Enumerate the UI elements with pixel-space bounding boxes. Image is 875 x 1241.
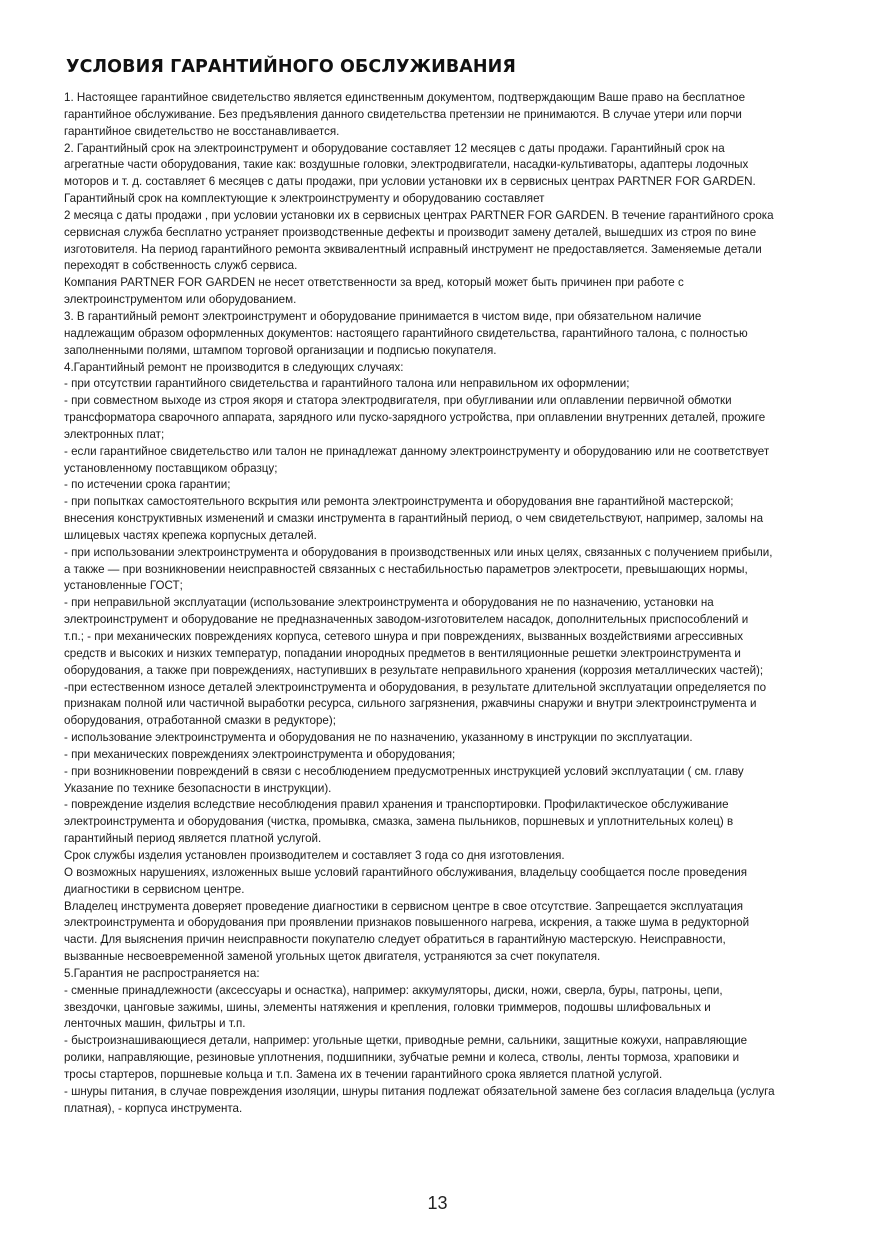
text-line: 2 месяца с даты продажи , при условии установки их в сервисных центрах PARTNER FOR GARDEN. В течение гарантийного срока <box>64 208 774 222</box>
text-line: 1. Настоящее гарантийное свидетельство является единственным документом, подтверждающим Ваше право на бесплатное <box>64 91 746 104</box>
text-line: 4.Гарантийный ремонт не производится в следующих случаях: <box>64 360 404 374</box>
text-line: сервисная служба бесплатно устраняет производственные дефекты и производит замену деталей, вышедших из строя по вине <box>64 225 757 239</box>
text-line: Указание по технике безопасности в инструкции). <box>64 781 332 795</box>
text-line: признакам полной или частичной выработки ресурса, сильного загрязнения, ржавчины снаружи и внутри электроинструмента и <box>64 697 757 711</box>
text-line: т.п.; - при механических повреждениях корпуса, сетевого шнура и при повреждениях, вызванных воздействиями агрессивных <box>64 630 744 643</box>
text-line: - при механических повреждениях электроинструмента и оборудования; <box>64 747 456 761</box>
text-line: агрегатные части оборудования, такие как: воздушные головки, электродвигатели, насадки-культиваторы, адаптеры лодочных <box>64 158 749 172</box>
text-line: - при возникновении повреждений в связи с несоблюдением предусмотренных инструкцией условий эксплуатации ( см. главу <box>64 764 744 778</box>
text-line: О возможных нарушениях, изложенных выше условий гарантийного обслуживания, владельцу сообщается после проведения <box>64 865 747 879</box>
text-line: оборудования, отработанной смазки в редукторе); <box>64 714 336 728</box>
text-line: Срок службы изделия установлен производителем и составляет 3 года со дня изготовления. <box>64 848 565 862</box>
text-line: электроинструмента и оборудования при проявлении признаков повышенного нагрева, искрения, а также шума в редукторной <box>64 916 750 930</box>
text-line: - при использовании электроинструмента и оборудования в производственных или иных целях, связанных с получением прибыли, <box>64 545 773 559</box>
text-line: переходят в собственность служб сервиса. <box>64 259 298 273</box>
text-line: электроинструмент и оборудование не предназначенных заводом-изготовителем насадок, дополнительных приспособлений и <box>64 613 749 627</box>
text-line: ролики, направляющие, резиновые уплотнения, подшипники, зубчатые ремни и колеса, стволы, ленты тормоза, храповики и <box>64 1051 740 1065</box>
text-line: гарантийный период является платной услугой. <box>64 832 322 846</box>
text-line: электроинструмента и оборудования (чистка, промывка, смазка, замена пыльников, поршневых и уплотнительных колец) в <box>64 815 734 829</box>
text-line: заполненными полями, штампом торговой организации и подписью покупателя. <box>64 343 497 357</box>
text-line: моторов и т. д. составляет 6 месяцев с даты продажи, при условии установки их в сервисных центрах PARTNER FOR GARDEN. <box>64 175 756 189</box>
text-line: Владелец инструмента доверяет проведение диагностики в сервисном центре в свое отсутствие. Запрещается эксплуатация <box>64 899 744 913</box>
text-line: диагностики в сервисном центре. <box>64 882 245 896</box>
text-line: - при отсутствии гарантийного свидетельства и гарантийного талона или неправильном их оформлении; <box>64 377 630 391</box>
text-line: - использование электроинструмента и оборудования не по назначению, указанному в инструкции по эксплуатации. <box>64 731 693 745</box>
text-line: - быстроизнашивающиеся детали, например: угольные щетки, приводные ремни, сальники, защитные кожухи, направляющие <box>64 1034 748 1048</box>
text-line: 3. В гарантийный ремонт электроинструмент и оборудование принимается в чистом виде, при обязательном наличие <box>64 309 702 323</box>
text-line: 2. Гарантийный срок на электроинструмент и оборудование составляет 12 месяцев с даты продажи. Гарантийный срок на <box>64 141 725 155</box>
text-line: части. Для выяснения причин неисправности покупателю следует обратиться в гарантийную мастерскую. Неисправности, <box>64 933 726 947</box>
text-line: тросы стартеров, поршневые кольца и т.п. Замена их в течении гарантийного срока является платной услугой. <box>64 1067 663 1081</box>
page-title: УСЛОВИЯ ГАРАНТИЙНОГО ОБСЛУЖИВАНИЯ <box>66 57 516 77</box>
text-line: Гарантийный срок на комплектующие к электроинструменту и оборудованию составляет <box>64 192 545 206</box>
text-line: ленточных машин, фильтры и т.п. <box>64 1017 246 1031</box>
text-line: электроинструментом или оборудованием. <box>64 293 297 307</box>
text-line: изготовителя. На период гарантийного ремонта эквивалентный исправный инструмент не предоставляется. Заменяемые детали <box>64 242 762 256</box>
text-line: внесения конструктивных изменений и смазки инструмента в гарантийный период, о чем свидетельствуют, например, заломы на <box>64 512 764 526</box>
text-line: - сменные принадлежности (аксессуары и оснастка), например: аккумуляторы, диски, ножи, сверла, буры, патроны, цепи, <box>64 983 723 997</box>
text-line: платная), - корпуса инструмента. <box>64 1101 243 1115</box>
text-line: - если гарантийное свидетельство или талон не принадлежат данному электроинструменту и оборудованию или не соответствует <box>64 444 770 458</box>
text-line: надлежащим образом оформленных документов: настоящего гарантийного свидетельства, гарантийного талона, с полностью <box>64 326 748 340</box>
text-line: - повреждение изделия вследствие несоблюдения правил хранения и транспортировки. Профилактическое обслуживание <box>64 798 729 812</box>
text-line: установленному поставщиком образцу; <box>64 461 278 475</box>
text-line: средств и высоких и низких температур, попадании инородных предметов в вентиляционные решетки электроинструмента и <box>64 646 741 660</box>
text-line: гарантийное обслуживание. Без предъявления данного свидетельства претензии не принимаются. В случае утери или порчи <box>64 107 742 121</box>
warranty-text-body <box>64 90 839 1117</box>
text-line: а также — при возникновении неисправностей связанных с нестабильностью параметров электросети, превышающих нормы, <box>64 562 748 576</box>
text-line: оборудования, а также при повреждениях, наступивших в результате неправильного хранения (коррозия металлических частей); <box>64 663 764 677</box>
text-line: установленные ГОСТ; <box>64 579 183 593</box>
text-line: - при неправильной эксплуатации (использование электроинструмента и оборудования не по назначению, установки на <box>64 596 714 610</box>
text-line: 5.Гарантия не распространяется на: <box>64 966 260 980</box>
text-line: - при попытках самостоятельного вскрытия или ремонта электроинструмента и оборудования вне гарантийной мастерской; <box>64 495 734 509</box>
document-page <box>64 56 839 1117</box>
text-line: -при естественном износе деталей электроинструмента и оборудования, в результате длительной эксплуатации определяется по <box>64 680 767 694</box>
text-line: - шнуры питания, в случае повреждения изоляции, шнуры питания подлежат обязательной замене без согласия владельца (услуга <box>64 1084 775 1098</box>
text-line: - при совместном выходе из строя якоря и статора электродвигателя, при обугливании или оплавлении первичной обмотки <box>64 394 732 408</box>
text-line: вызванные несвоевременной заменой угольных щеток двигателя, устраняются за счет покупателя. <box>64 950 601 964</box>
text-line: гарантийное свидетельство не восстанавливается. <box>64 124 340 138</box>
text-line: звездочки, цанговые зажимы, шины, элементы натяжения и крепления, головки триммеров, подошвы шлифовальных и <box>64 1000 711 1014</box>
text-line: шлицевых частях крепежа корпусных деталей. <box>64 528 317 542</box>
text-line: Компания PARTNER FOR GARDEN не несет ответственности за вред, который может быть причинен при работе с <box>64 276 684 290</box>
text-line: - по истечении срока гарантии; <box>64 478 231 492</box>
text-line: трансформатора сварочного аппарата, зарядного или пуско-зарядного устройства, при оплавлении внутренних деталей, прожиге <box>64 411 766 425</box>
page-number: 13 <box>427 1193 448 1213</box>
text-line: электронных плат; <box>64 427 165 441</box>
